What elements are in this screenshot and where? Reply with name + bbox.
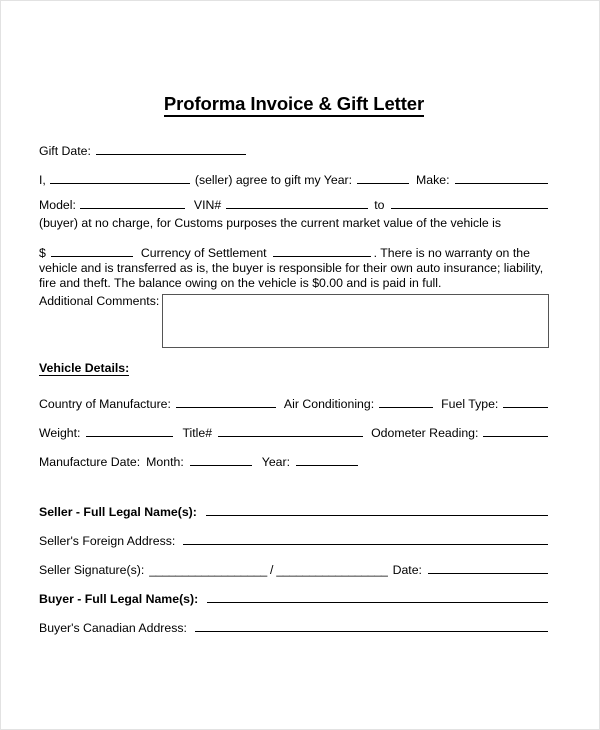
make-label: Make:	[416, 173, 450, 188]
title-number-field[interactable]	[218, 425, 363, 437]
seller-address-row	[39, 533, 549, 549]
model-field[interactable]	[80, 197, 185, 209]
declaration-row-1	[39, 172, 549, 188]
manufacture-date-row	[39, 454, 549, 470]
seller-date-label: Date:	[392, 562, 422, 577]
currency-field[interactable]	[273, 245, 371, 257]
buyer-name-row	[39, 591, 549, 607]
seller-full-legal-name-field[interactable]	[206, 504, 548, 516]
vehicle-row-1	[39, 396, 549, 412]
country-of-manufacture-field[interactable]	[176, 396, 276, 408]
air-conditioning-field[interactable]	[379, 396, 433, 408]
dollar-label: $	[39, 245, 46, 260]
warranty-line-3: fire and theft. The balance owing on the vehicle is $0.00 and is paid in full.	[39, 276, 442, 291]
seller-signature-label: Seller Signature(s):	[39, 562, 145, 577]
country-of-manufacture-label: Country of Manufacture:	[39, 396, 171, 411]
manufacture-date-label: Manufacture Date:	[39, 454, 141, 469]
value-amount-field[interactable]	[51, 245, 133, 257]
buyer-name-field[interactable]	[391, 197, 548, 209]
additional-comments-row	[39, 294, 549, 348]
to-label: to	[374, 198, 385, 213]
year-label: Year:	[261, 454, 291, 469]
make-field[interactable]	[455, 172, 548, 184]
air-conditioning-label: Air Conditioning:	[283, 396, 375, 411]
signature-separator: /	[269, 562, 274, 577]
buyer-canadian-address-label: Buyer's Canadian Address:	[39, 620, 187, 635]
weight-field[interactable]	[86, 425, 173, 437]
i-label: I,	[39, 173, 46, 188]
declaration-row-2	[39, 197, 549, 213]
fuel-type-label: Fuel Type:	[441, 396, 499, 411]
additional-comments-label: Additional Comments:	[39, 293, 160, 308]
gift-date-row	[39, 143, 549, 159]
seller-signature-field-2[interactable]: _________________	[276, 562, 388, 577]
warranty-line-1: . There is no warranty on the	[373, 245, 530, 260]
document-body	[39, 1, 549, 636]
odometer-label: Odometer Reading:	[371, 425, 479, 440]
vehicle-details-heading	[39, 361, 549, 376]
fuel-type-field[interactable]	[503, 396, 548, 408]
odometer-field[interactable]	[483, 425, 548, 437]
page-title	[39, 1, 549, 114]
currency-label: Currency of Settlement	[140, 245, 267, 260]
seller-name-field[interactable]	[50, 172, 190, 184]
buyer-full-legal-name-field[interactable]	[207, 591, 548, 603]
seller-full-legal-name-label: Seller - Full Legal Name(s):	[39, 504, 197, 519]
seller-signature-field-1[interactable]: __________________	[149, 562, 267, 577]
title-number-label: Title#	[182, 425, 213, 440]
seller-agree-label: (seller) agree to gift my Year:	[194, 173, 353, 188]
vehicle-row-2	[39, 425, 549, 441]
seller-foreign-address-field[interactable]	[183, 533, 548, 545]
vin-field[interactable]	[226, 197, 368, 209]
page-title-text: Proforma Invoice & Gift Letter	[164, 93, 424, 117]
gift-date-field[interactable]	[96, 143, 246, 155]
seller-foreign-address-label: Seller's Foreign Address:	[39, 533, 176, 548]
buyer-address-row	[39, 620, 549, 636]
buyer-canadian-address-field[interactable]	[195, 620, 548, 632]
warranty-line-2: vehicle and is transferred as is, the buyer is responsible for their own auto insurance; liability,	[39, 260, 544, 275]
vehicle-details-heading-text: Vehicle Details:	[39, 360, 130, 375]
seller-name-row	[39, 504, 549, 520]
seller-signature-row	[39, 562, 549, 578]
additional-comments-box[interactable]	[162, 294, 549, 348]
month-label: Month:	[146, 454, 184, 469]
model-label: Model:	[39, 198, 76, 213]
month-field[interactable]	[190, 454, 252, 466]
gift-date-label: Gift Date:	[39, 144, 91, 159]
year-field[interactable]	[357, 172, 409, 184]
vin-label: VIN#	[193, 198, 222, 213]
seller-date-field[interactable]	[428, 562, 548, 574]
buyer-no-charge-line: (buyer) at no charge, for Customs purposes the current market value of the vehicle is	[39, 216, 502, 231]
weight-label: Weight:	[39, 425, 81, 440]
value-row	[39, 245, 549, 261]
manufacture-year-field[interactable]	[296, 454, 358, 466]
buyer-full-legal-name-label: Buyer - Full Legal Name(s):	[39, 591, 199, 606]
